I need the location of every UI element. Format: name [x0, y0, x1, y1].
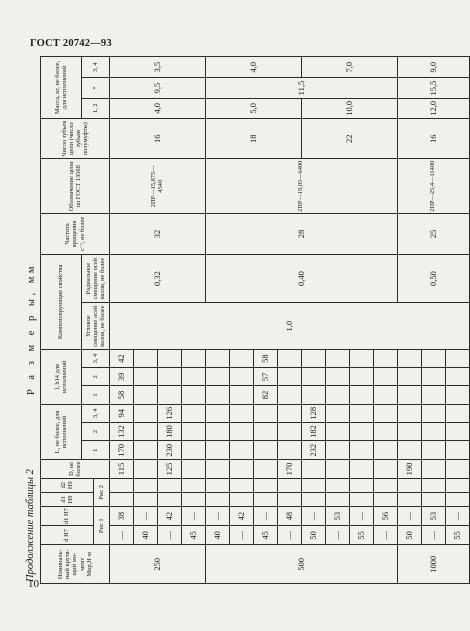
cell-lh-1 — [350, 386, 374, 404]
cell-d-max: 125 — [158, 460, 182, 478]
cell-d-h7: — — [326, 526, 350, 545]
cell-lh-34 — [278, 349, 302, 367]
cell-rotation-frequency: 32 — [110, 214, 206, 255]
col-l-1: 1 — [82, 441, 110, 460]
cell-teeth: 16 — [398, 118, 470, 159]
col-fig1: Рис 1 — [94, 507, 110, 546]
cell-d2-h9 — [326, 478, 350, 492]
cell-l-34 — [254, 404, 278, 422]
cell-lh-2 — [350, 368, 374, 386]
col-lh-2: 2 — [82, 368, 110, 386]
cell-d2-h9 — [254, 478, 278, 492]
cell-l-1: 230 — [158, 441, 182, 460]
col-mass-12: 1, 2 — [82, 98, 110, 118]
cell-d1-h9 — [422, 492, 446, 506]
cell-d-h7: — — [158, 526, 182, 545]
cell-d1-h9 — [134, 492, 158, 506]
cell-d-max — [134, 460, 158, 478]
cell-l-34 — [134, 404, 158, 422]
col-rotation-frequency: Частота вращения с⁻¹, не более — [41, 214, 110, 255]
cell-d2-h9 — [302, 478, 326, 492]
cell-l-1 — [278, 441, 302, 460]
col-lh-1: 1 — [82, 386, 110, 404]
coupling-dimensions-table — [40, 56, 470, 584]
cell-l-34 — [422, 404, 446, 422]
cell-d1-h9 — [278, 492, 302, 506]
cell-d1-h7: 56 — [374, 507, 398, 526]
cell-lh-1 — [230, 386, 254, 404]
col-star: * — [82, 78, 110, 98]
cell-l-1: 170 — [110, 441, 134, 460]
cell-l-1 — [350, 441, 374, 460]
cell-d2-h9 — [278, 478, 302, 492]
cell-torque: 500 — [206, 545, 398, 584]
cell-d2-h9 — [206, 478, 230, 492]
cell-l-34 — [182, 404, 206, 422]
cell-d1-h9 — [302, 492, 326, 506]
cell-d1-h9 — [158, 492, 182, 506]
cell-mass-34: 9,0 — [398, 57, 470, 78]
cell-d-max — [326, 460, 350, 478]
cell-l-1 — [446, 441, 470, 460]
cell-lh-34: 58 — [254, 349, 278, 367]
cell-d1-h9 — [326, 492, 350, 506]
cell-l-2 — [446, 422, 470, 440]
cell-d1-h9 — [230, 492, 254, 506]
cell-d-h7: — — [110, 526, 134, 545]
cell-d1-h9 — [374, 492, 398, 506]
cell-chain-designation: 2ПР—15,875—4540 — [110, 159, 206, 214]
cell-lh-1 — [278, 386, 302, 404]
cell-radial: 0,32 — [110, 254, 206, 303]
cell-l-2 — [278, 422, 302, 440]
cell-d-max — [254, 460, 278, 478]
cell-d2-h9 — [374, 478, 398, 492]
col-nominal-torque: Номиналь-ный крутя-щий мо-мент Мкр,Н·м — [41, 545, 110, 584]
cell-l-1 — [134, 441, 158, 460]
cell-d1-h7: — — [446, 507, 470, 526]
cell-lh-2 — [134, 368, 158, 386]
cell-d1-h7: 48 — [278, 507, 302, 526]
cell-d2-h9 — [134, 478, 158, 492]
col-chain-designation: Обозначение цепи по ГОСТ 13568 — [41, 159, 110, 214]
cell-d-h7: 40 — [134, 526, 158, 545]
cell-l-1 — [422, 441, 446, 460]
cell-star: 15,5 — [398, 78, 470, 98]
col-d-max: D, не более — [41, 460, 110, 478]
cell-d2-h9 — [182, 478, 206, 492]
col-lh-34: 3, 4 — [82, 349, 110, 367]
cell-d-h7: — — [278, 526, 302, 545]
cell-l-2 — [326, 422, 350, 440]
cell-lh-34 — [350, 349, 374, 367]
cell-l-2 — [398, 422, 422, 440]
cell-d2-h9 — [422, 478, 446, 492]
cell-l-2 — [206, 422, 230, 440]
col-d1-h7: d1 H7 — [41, 507, 94, 526]
cell-d-max — [422, 460, 446, 478]
cell-d-h7: 45 — [254, 526, 278, 545]
cell-torque: 1000 — [398, 545, 470, 584]
cell-teeth: 16 — [110, 118, 206, 159]
cell-l-34: 128 — [302, 404, 326, 422]
col-fig2: Рис 2 — [94, 478, 110, 506]
cell-d-h7: — — [230, 526, 254, 545]
cell-d2-h9 — [110, 478, 134, 492]
cell-lh-2 — [182, 368, 206, 386]
cell-lh-2 — [422, 368, 446, 386]
cell-l-2 — [374, 422, 398, 440]
cell-l-1 — [230, 441, 254, 460]
cell-l-2 — [254, 422, 278, 440]
col-l-34: 3, 4 — [82, 404, 110, 422]
cell-lh-34 — [374, 349, 398, 367]
cell-d1-h7: — — [182, 507, 206, 526]
cell-d-max — [230, 460, 254, 478]
table-row — [110, 57, 134, 584]
cell-teeth: 22 — [302, 118, 398, 159]
cell-d-max — [374, 460, 398, 478]
cell-d2-h9 — [398, 478, 422, 492]
cell-lh-34 — [326, 349, 350, 367]
cell-d-max — [350, 460, 374, 478]
cell-star: 11,5 — [206, 78, 398, 98]
cell-lh-1 — [326, 386, 350, 404]
cell-lh-1 — [302, 386, 326, 404]
cell-d2-h9 — [230, 478, 254, 492]
cell-d-max: 170 — [278, 460, 302, 478]
cell-rotation-frequency: 28 — [206, 214, 398, 255]
cell-l-34: 126 — [158, 404, 182, 422]
cell-rotation-frequency: 25 — [398, 214, 470, 255]
cell-lh-2 — [398, 368, 422, 386]
cell-lh-34 — [158, 349, 182, 367]
cell-d-max: 115 — [110, 460, 134, 478]
cell-lh-34 — [446, 349, 470, 367]
cell-lh-2 — [374, 368, 398, 386]
page-number: 10 — [28, 578, 39, 590]
cell-lh-1 — [446, 386, 470, 404]
cell-lh-1 — [374, 386, 398, 404]
cell-l-2: 180 — [158, 422, 182, 440]
cell-lh-2 — [278, 368, 302, 386]
col-l-2: 2 — [82, 422, 110, 440]
cell-l-34: 94 — [110, 404, 134, 422]
cell-mass-12: 10,0 — [302, 98, 398, 118]
col-l-h14-group: l, h14 для исполнений — [41, 349, 82, 404]
cell-lh-1: 82 — [254, 386, 278, 404]
cell-lh-2: 57 — [254, 368, 278, 386]
cell-l-1 — [398, 441, 422, 460]
cell-l-34 — [446, 404, 470, 422]
cell-d-h7: 50 — [398, 526, 422, 545]
cell-d-max: 190 — [398, 460, 422, 478]
cell-lh-2 — [230, 368, 254, 386]
cell-lh-1 — [206, 386, 230, 404]
col-teeth: Число зубьев цепи (число зубьев полумуфты) — [41, 118, 110, 159]
col-angular: Угловое смещение осей валов, не более — [82, 303, 110, 350]
col-d-h7: d H7 — [41, 526, 94, 545]
cell-l-34 — [206, 404, 230, 422]
cell-star: 9,5 — [110, 78, 206, 98]
cell-lh-34 — [230, 349, 254, 367]
cell-lh-34 — [302, 349, 326, 367]
cell-d1-h7: — — [350, 507, 374, 526]
cell-d1-h9 — [110, 492, 134, 506]
cell-l-34 — [398, 404, 422, 422]
cell-torque: 250 — [110, 545, 206, 584]
cell-l-2 — [422, 422, 446, 440]
document-code: ГОСТ 20742—93 — [30, 38, 112, 49]
cell-d-h7: 45 — [182, 526, 206, 545]
cell-d2-h9 — [350, 478, 374, 492]
cell-l-1 — [182, 441, 206, 460]
cell-d-max — [206, 460, 230, 478]
cell-l-2: 132 — [110, 422, 134, 440]
cell-l-2 — [134, 422, 158, 440]
cell-lh-2 — [158, 368, 182, 386]
cell-d1-h7: 38 — [110, 507, 134, 526]
cell-l-34 — [278, 404, 302, 422]
cell-l-34 — [326, 404, 350, 422]
cell-lh-34: 42 — [110, 349, 134, 367]
cell-l-34 — [230, 404, 254, 422]
cell-d-h7: 55 — [446, 526, 470, 545]
cell-mass-34: 3,5 — [110, 57, 206, 78]
cell-d1-h7: 42 — [230, 507, 254, 526]
cell-d-h7: 55 — [350, 526, 374, 545]
cell-l-34 — [350, 404, 374, 422]
cell-d1-h7: — — [206, 507, 230, 526]
cell-radial: 0,40 — [206, 254, 398, 303]
cell-l-2 — [182, 422, 206, 440]
cell-d-max — [182, 460, 206, 478]
cell-lh-2 — [446, 368, 470, 386]
section-title: Р а з м е р ы, мм — [26, 262, 37, 396]
cell-d1-h9 — [254, 492, 278, 506]
cell-d-max — [302, 460, 326, 478]
cell-d1-h7: — — [134, 507, 158, 526]
cell-lh-2: 39 — [110, 368, 134, 386]
cell-d1-h7: 53 — [422, 507, 446, 526]
col-d1-h9: d1 H9 — [41, 492, 94, 506]
cell-l-2 — [350, 422, 374, 440]
col-mass-34: 3, 4 — [82, 57, 110, 78]
cell-chain-designation: 2ПР—19,05—6400 — [206, 159, 398, 214]
col-mass: Масса, кг, не более, для исполнений — [41, 57, 82, 119]
cell-mass-12: 4,0 — [110, 98, 206, 118]
cell-d2-h9 — [446, 478, 470, 492]
cell-lh-2 — [206, 368, 230, 386]
table-body — [110, 57, 470, 584]
continuation-title: Продолжение таблицы 2 — [25, 469, 36, 582]
cell-d1-h7: — — [254, 507, 278, 526]
cell-lh-1 — [398, 386, 422, 404]
cell-mass-34: 7,0 — [302, 57, 398, 78]
col-radial: Радиальное смещение осей валов, не более — [82, 254, 110, 303]
cell-l-1 — [254, 441, 278, 460]
cell-angular: 1,0 — [110, 303, 470, 350]
col-l-group: L, не более, для исполнений — [41, 404, 82, 460]
cell-d1-h7: 42 — [158, 507, 182, 526]
cell-l-1: 232 — [302, 441, 326, 460]
rotated-table-block — [24, 56, 463, 584]
col-d2-h9: d2 H9 — [41, 478, 94, 492]
cell-lh-34 — [134, 349, 158, 367]
cell-lh-1 — [134, 386, 158, 404]
cell-d1-h9 — [398, 492, 422, 506]
cell-l-1 — [326, 441, 350, 460]
cell-lh-34 — [398, 349, 422, 367]
cell-mass-12: 5,0 — [206, 98, 302, 118]
cell-lh-1 — [158, 386, 182, 404]
cell-d1-h9 — [446, 492, 470, 506]
cell-lh-34 — [422, 349, 446, 367]
cell-d-h7: 40 — [206, 526, 230, 545]
cell-lh-2 — [326, 368, 350, 386]
cell-d1-h9 — [206, 492, 230, 506]
cell-d1-h9 — [350, 492, 374, 506]
cell-l-1 — [206, 441, 230, 460]
cell-lh-34 — [206, 349, 230, 367]
cell-d1-h7: — — [302, 507, 326, 526]
cell-d1-h9 — [182, 492, 206, 506]
cell-chain-designation: 2ПР—25,4—11400 — [398, 159, 470, 214]
cell-l-2 — [230, 422, 254, 440]
cell-mass-34: 4,0 — [206, 57, 302, 78]
cell-d1-h7: — — [398, 507, 422, 526]
cell-d2-h9 — [158, 478, 182, 492]
cell-d-h7: 50 — [302, 526, 326, 545]
cell-mass-12: 12,0 — [398, 98, 470, 118]
cell-d-max — [446, 460, 470, 478]
cell-d-h7: — — [374, 526, 398, 545]
cell-lh-1 — [182, 386, 206, 404]
col-compensating: Компенсирующие свойства — [41, 254, 82, 349]
cell-l-34 — [374, 404, 398, 422]
cell-lh-1 — [422, 386, 446, 404]
cell-d1-h7: 53 — [326, 507, 350, 526]
cell-d-h7: — — [422, 526, 446, 545]
cell-l-2: 182 — [302, 422, 326, 440]
cell-radial: 0,50 — [398, 254, 470, 303]
cell-teeth: 18 — [206, 118, 302, 159]
cell-lh-34 — [182, 349, 206, 367]
cell-l-1 — [374, 441, 398, 460]
cell-lh-1: 58 — [110, 386, 134, 404]
cell-lh-2 — [302, 368, 326, 386]
